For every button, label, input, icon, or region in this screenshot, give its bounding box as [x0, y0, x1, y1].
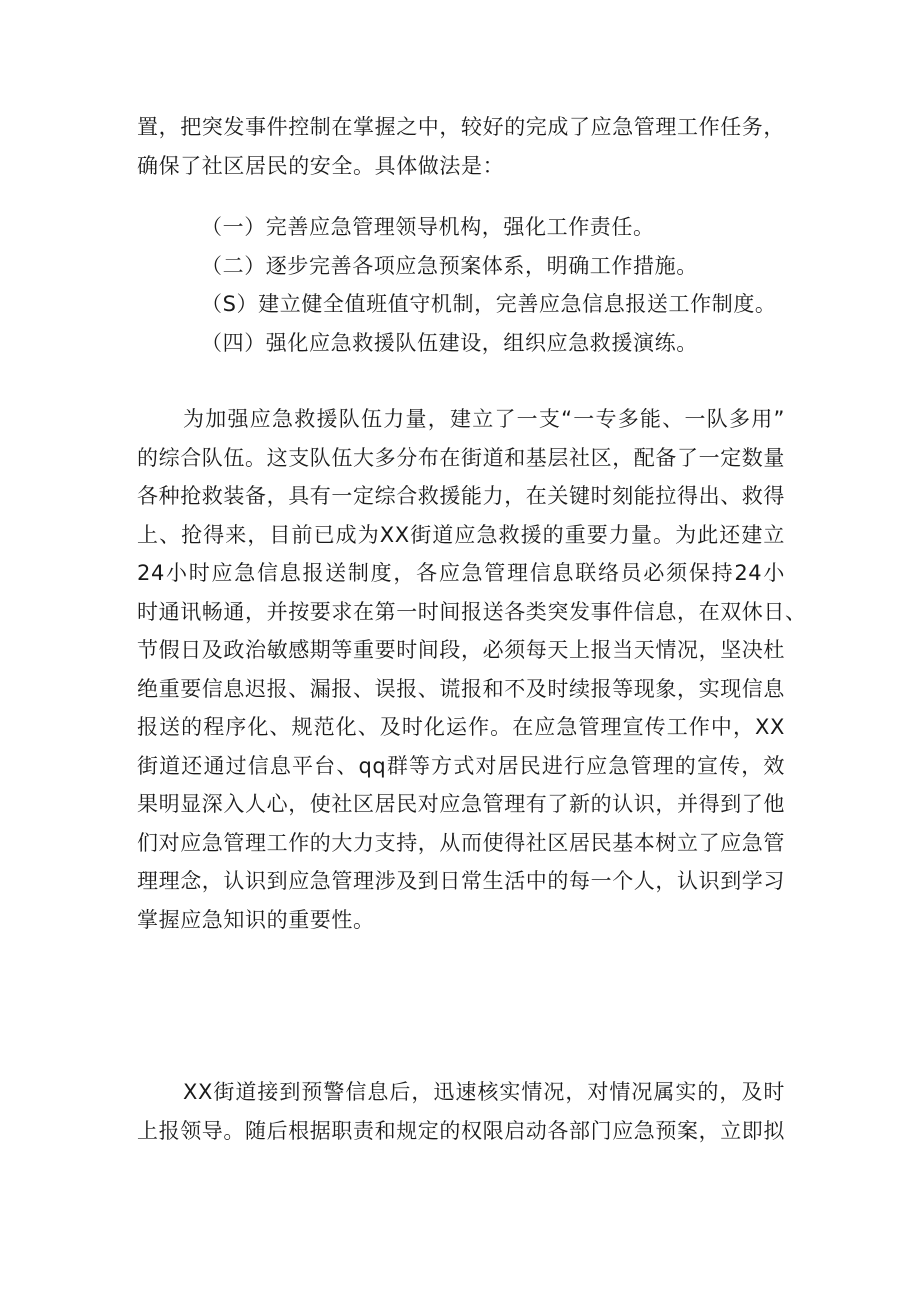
measures-list — [137, 208, 785, 362]
list-item: （S）建立健全值班值守机制，完善应急信息报送工作制度。 — [201, 292, 777, 316]
text-line: 置，把突发事件控制在掌握之中，较好的完成了应急管理工作任务， — [137, 115, 785, 139]
text-line: 的综合队伍。这支队伍大多分布在街道和基层社区，配备了一定数量 — [137, 445, 785, 470]
paragraph-warning-response — [137, 1073, 785, 1150]
text-line: 节假日及政治敏感期等重要时间段，必须每天上报当天情况，坚决杜 — [137, 638, 785, 662]
text-line: 时通讯畅通，并按要求在第一时间报送各类突发事件信息，在双休日、 — [137, 599, 807, 624]
text-line: 们对应急管理工作的大力支持，从而使得社区居民基本树立了应急管 — [137, 830, 785, 855]
text-line: 果明显深入人心，使社区居民对应急管理有了新的认识，并得到了他 — [137, 792, 785, 816]
list-item: （二）逐步完善各项应急预案体系，明确工作措施。 — [201, 253, 698, 278]
text-line: 掌握应急知识的重要性。 — [137, 907, 375, 932]
list-item: （四）强化应急救援队伍建设，组织应急救援演练。 — [201, 330, 698, 355]
paragraph-continued — [137, 108, 785, 185]
text-line: 上、抢得来，目前已成为XX街道应急救援的重要力量。为此还建立 — [137, 522, 785, 547]
text-line: 街道还通过信息平台、qq群等方式对居民进行应急管理的宣传，效 — [137, 753, 785, 778]
text-line: 绝重要信息迟报、漏报、误报、谎报和不及时续报等现象，实现信息 — [137, 676, 785, 701]
text-line: 理理念，认识到应急管理涉及到日常生活中的每一个人，认识到学习 — [137, 869, 785, 893]
text-line: 报送的程序化、规范化、及时化运作。在应急管理宣传工作中，XX — [137, 715, 785, 739]
paragraph-rescue-team — [137, 400, 807, 939]
text-line: 24小时应急信息报送制度，各应急管理信息联络员必须保持24小 — [137, 561, 785, 585]
list-item: （一）完善应急管理领导机构，强化工作责任。 — [201, 215, 655, 239]
text-line: 确保了社区居民的安全。具体做法是： — [137, 153, 505, 178]
text-line: XX街道接到预警信息后，迅速核实情况，对情况属实的，及时 — [183, 1080, 785, 1104]
text-line: 上报领导。随后根据职责和规定的权限启动各部门应急预案，立即拟 — [137, 1118, 785, 1143]
text-line: 为加强应急救援队伍力量，建立了一支“一专多能、一队多用” — [183, 407, 785, 431]
text-line: 各种抢救装备，具有一定综合救援能力，在关键时刻能拉得出、救得 — [137, 484, 785, 508]
